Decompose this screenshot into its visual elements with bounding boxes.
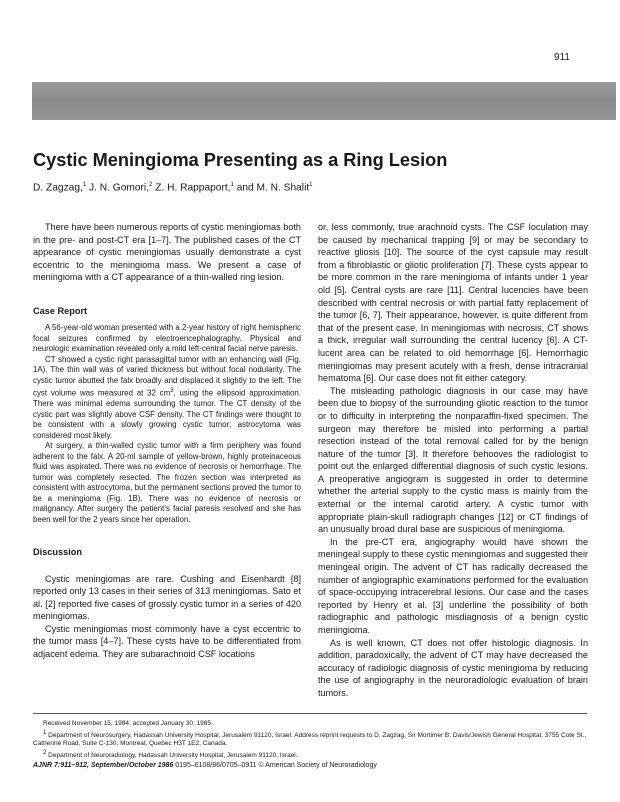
article-title: Cystic Meningioma Presenting as a Ring Lesion	[33, 150, 448, 170]
discussion-paragraph: Cystic meningiomas are rare. Cushing and Eisenhardt [8] reported only 13 cases in their series of 313 meningiomas. Sato et al. [2] reported five cases of grossly cystic tumor in a series of 420 meningiomas.	[33, 573, 301, 622]
affiliation-mark: 1	[82, 182, 87, 188]
intro-paragraph: There have been numerous reports of cystic meningiomas both in the pre- and post-CT era [1–7]. The published cases of the CT appearance of cystic meningiomas usually demonstrate a cyst eccentric to the meningioma mass. We present a case of meningioma with a CT appearance of a thin-walled ring lesion.	[33, 222, 301, 283]
author-name: and M. N. Shalit	[233, 182, 310, 194]
footnote-text: Department of Neurosurgery, Hadassah University Hospital, Jerusalem 91120, Israel. Address reprint requests to D. Zagzag, Sir Mortimer B. Davis/Jewish General Hospital, 3755 Cote St., Catherine Road, Suite C-130, Montreal, Quebec H3T 1E2, Canada.	[33, 731, 587, 748]
superscript: 3	[170, 388, 174, 395]
footnotes	[33, 720, 587, 761]
case-text: CT showed a cystic right parasagittal tumor with an enhancing wall (Fig. 1A). The thin wall was of varied thickness but without focal nodularity. The cystic tumor abutted the falx broadly and displaced it slightly to the left. The cyst volume was measured at 32 cm	[33, 354, 301, 398]
right-column	[318, 221, 588, 700]
header-band	[32, 82, 616, 120]
received-note: Received November 15, 1984; accepted January 30, 1985.	[43, 720, 213, 727]
footnote	[33, 749, 587, 761]
case-report-heading: Case Report	[33, 305, 88, 316]
case-paragraph: A 56-year-old woman presented with a 2-year history of right hemispheric focal seizures confirmed by electroencephalography. Physical and neurologic examination revealed only a mild left-central facial nerve paresis.	[33, 323, 301, 354]
footnote-text: Department of Neuroradiology, Hadassah University Hospital, Jerusalem 91120, Israel.	[46, 752, 298, 760]
footnote-divider	[33, 713, 587, 714]
author-name: J. N. Gomori,	[86, 182, 150, 194]
author-list	[33, 182, 313, 193]
discussion-heading: Discussion	[33, 547, 83, 558]
affiliation-mark: 1	[309, 182, 313, 188]
affiliation-mark: 2	[149, 182, 153, 188]
journal-citation	[33, 762, 377, 769]
discussion-paragraph: or, less commonly, true arachnoid cysts. The CSF loculation may be caused by mechanical trapping [9] or may be secondary to reactive gliosis [10]. The source of the cyst capsule may result from a fibroblastic or gliotic proliferation [7]. These cysts appear to be more common in the rare meningioma of infants under 1 year old [5]. Central cysts are rare [11]. Central lucencies have been described with central necrosis or with partial fatty replacement of the tumor [6, 7]. Their appearance, however, is quite different from that of the present case. In meningiomas with necrosis, CT shows a thick, irregular wall surrounding the central lucency [6]. A CT-lucent area can be related to old hemorrhage [6]. Hemorrhagic meningiomas may present acutely with a fresh, dense intracranial hematoma [6]. Our case does not fit either category.	[318, 222, 588, 384]
author-name: Z. H. Rappaport,	[152, 182, 231, 194]
case-text: , using the ellipsoid approximation. There was minimal edema surrounding the tumor. The CT density of the cystic part was slightly above CSF density. The CT findings were thought to be consistent with a slowly growing cystic tumor; astrocytoma was considered most likely.	[33, 388, 301, 440]
footnote	[33, 729, 587, 749]
discussion-paragraph: In the pre-CT era, angiography would have shown the meningeal supply to these cystic meningiomas and suggested their meningeal origin. The advent of CT has radically decreased the number of angiographic examinations performed for the evaluation of space-occupying intracerebral lesions. Our case and the cases reported by Henry et al. [3] underline the possibility of both radiographic and pathologic misdiagnosis of a benign cystic meningioma.	[318, 536, 588, 635]
footnote-mark: 1	[43, 729, 47, 736]
footnote-mark: 2	[43, 749, 47, 756]
discussion-paragraph: The misleading pathologic diagnosis in our case may have been due to biopsy of the surrounding gliotic reaction to the tumor or to difficulty in interpreting the nonparaffin-fixed specimen. The surgeon may therefore be misled into performing a partial resection instead of the total removal called for by the benign nature of the tumor [3]. It therefore behooves the radiologist to point out the enlarged differential diagnosis of such cystic lesions. A preoperative angiogram is suggested in order to determine whether the arterial supply to the cystic mass is mainly from the external or the internal carotid artery. A cystic tumor with appropriate plain-skull radiograph changes [12] or CT findings of an unusually broad dural base are suspicious of meningioma.	[318, 385, 588, 535]
case-paragraph	[33, 355, 301, 442]
left-column	[33, 221, 301, 661]
citation: AJNR 7:911–912, September/October 1986	[33, 762, 174, 769]
case-paragraph: At surgery, a thin-walled cystic tumor with a firm periphery was found adherent to the falx. A 20-ml sample of yellow-brown, highly proteinaceous fluid was aspirated. There was no evidence of necrosis or hemorrhage. The tumor was completely resected. The frozen section was interpreted as consistent with astrocytoma, but the permanent sections proved the tumor to be a meningioma (Fig. 1B). There was no evidence of necrosis or malignancy. After surgery the patient’s facial paresis resolved and she has been well for the 2 years since her operation.	[33, 441, 301, 524]
copyright: 0195–6108/86/0705–0911 © American Society of Neuroradiology	[173, 762, 377, 769]
discussion-paragraph: As is well known, CT does not offer histologic diagnosis. In addition, paradoxically, the advent of CT may have decreased the accuracy of radiologic diagnosis of cystic meningioma by reducing the use of angiography in the neuroradiologic evaluation of brain tumors.	[318, 637, 588, 698]
page-number: 911	[554, 52, 570, 63]
affiliation-mark: 1	[230, 182, 234, 188]
author-name: D. Zagzag,	[33, 182, 83, 194]
discussion-paragraph: Cystic meningiomas most commonly have a cyst eccentric to the tumor mass [4–7]. These cysts have to be differentiated from adjacent edema. They are subarachnoid CSF locations	[33, 623, 301, 660]
